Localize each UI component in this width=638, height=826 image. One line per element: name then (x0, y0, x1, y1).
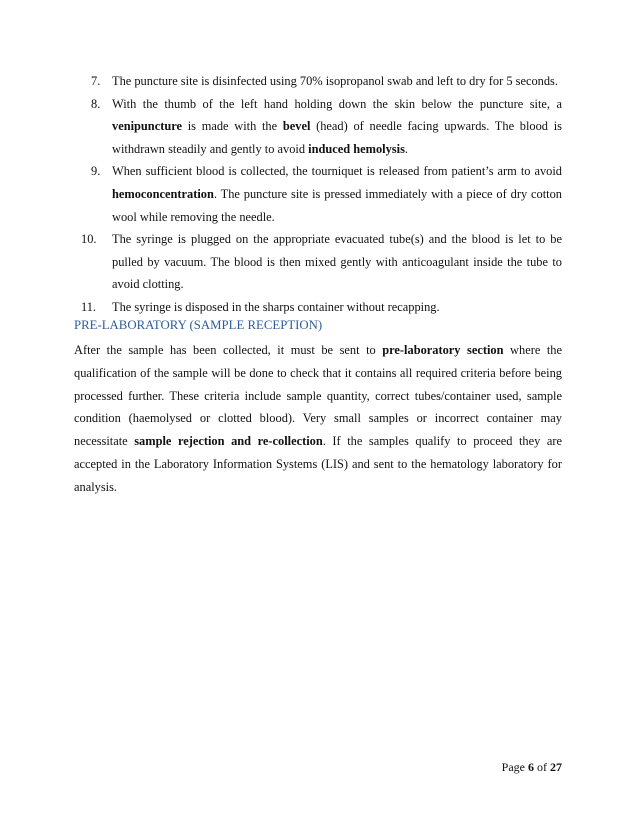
total-pages-number: 27 (550, 760, 562, 774)
list-item (74, 296, 562, 319)
bold-term: bevel (282, 119, 311, 134)
step-number: 8. (91, 96, 101, 111)
step-text: The syringe is disposed in the sharps container without recapping. (112, 299, 440, 314)
step-text: With the thumb of the left hand holding down the skin below the puncture site, a venipuncture is made with the bevel (head) of needle facing upwards. The blood is withdrawn steadily and gently to avoid induced hemolysis. (112, 96, 562, 156)
list-item (74, 228, 562, 296)
bold-term: venipuncture (112, 119, 182, 134)
list-item (74, 93, 562, 161)
step-number: 9. (91, 164, 101, 179)
current-page-number: 6 (528, 760, 534, 774)
page-number-footer: Page 6 of 27 (501, 760, 562, 774)
section-paragraph: After the sample has been collected, it must be sent to pre-laboratory section where the qualification of the sample will be done to check that it contains all required criteria before being processed further. These criteria include sample quantity, correct tubes/container used, sample condition (haemolysed or clotted blood). Very small samples or incorrect container may necessitate sample rejection and re-collection. If the samples qualify to proceed they are accepted in the Laboratory Information Systems (LIS) and sent to the hematology laboratory for analysis. (74, 343, 563, 494)
step-text: The syringe is plugged on the appropriate evacuated tube(s) and the blood is let to be pulled by vacuum. The blood is then mixed gently with anticoagulant inside the tube to avoid clotting. (112, 232, 562, 292)
step-number: 7. (91, 74, 101, 88)
procedure-steps-list (74, 70, 562, 319)
step-text: The puncture site is disinfected using 70% isopropanol swab and left to dry for 5 seconds. (112, 74, 558, 88)
bold-term: pre-laboratory section (382, 343, 504, 357)
step-text: When sufficient blood is collected, the tourniquet is released from patient’s arm to avoid hemoconcentration. The puncture site is pressed immediately with a piece of dry cotton wool while removing the needle. (112, 164, 562, 224)
step-number: 11. (81, 299, 97, 314)
bold-term: hemoconcentration (112, 186, 214, 201)
section-heading: PRE-LABORATORY (SAMPLE RECEPTION) (74, 318, 323, 332)
step-number: 10. (81, 232, 97, 247)
bold-term: sample rejection and re-collection (134, 434, 323, 449)
bold-term: induced hemolysis (308, 141, 405, 156)
list-item (74, 70, 562, 93)
list-item (74, 160, 562, 228)
